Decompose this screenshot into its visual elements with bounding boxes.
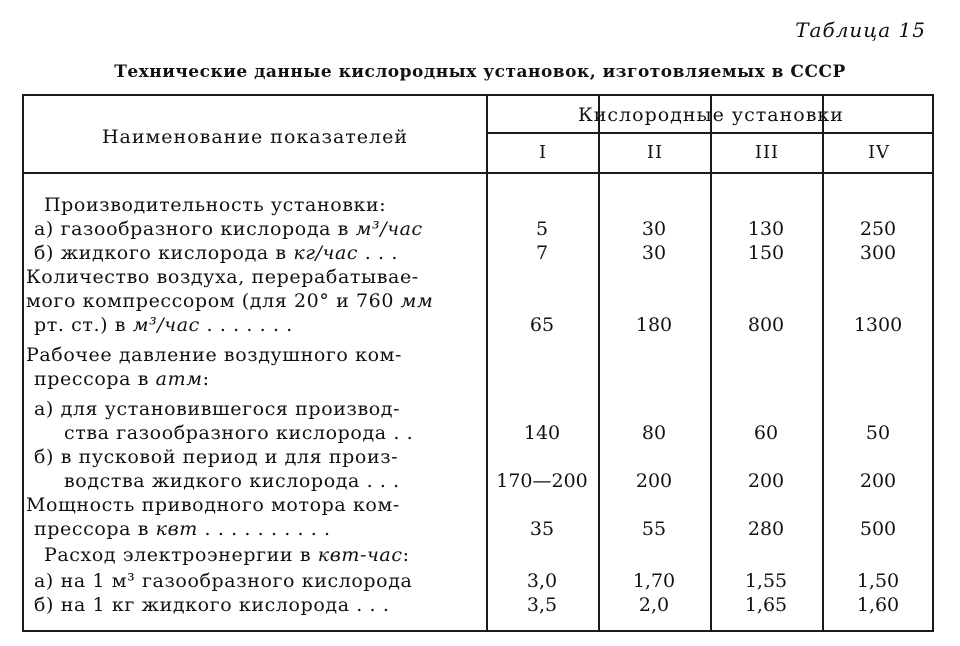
- table-cell: 250: [859, 218, 897, 240]
- row-label-text: прессора в: [34, 368, 150, 390]
- column-header-4: IV: [867, 141, 891, 163]
- table-cell: 2,0: [638, 594, 670, 616]
- row-suffix: . . .: [359, 470, 400, 492]
- row-unit: м³/час: [348, 218, 423, 240]
- row-suffix: :: [402, 544, 410, 566]
- row-label: [24, 368, 496, 391]
- row-label: [24, 544, 506, 567]
- table-cell: 1,70: [632, 570, 676, 592]
- header-divider: [24, 172, 932, 174]
- table-cell: 55: [641, 518, 667, 540]
- row-label-text: а) для установившегося производ-: [34, 398, 401, 420]
- table-cell: 800: [747, 314, 785, 336]
- table-cell: 1300: [853, 314, 903, 336]
- table-cell: 180: [635, 314, 673, 336]
- table-cell: 3,0: [526, 570, 558, 592]
- row-suffix: . . . . . . . . . .: [197, 518, 331, 540]
- row-unit: квт-час: [311, 544, 403, 566]
- row-label-text: прессора в: [34, 518, 150, 540]
- row-label: [24, 470, 526, 493]
- table-cell: 280: [747, 518, 785, 540]
- row-label: [24, 594, 496, 617]
- row-suffix: . .: [386, 422, 414, 444]
- row-label: [24, 344, 488, 367]
- table-cell: 1,55: [744, 570, 788, 592]
- table-cell: 30: [641, 242, 667, 264]
- row-label-text: Рабочее давление воздушного ком-: [26, 344, 403, 366]
- table-cell: 1,60: [856, 594, 900, 616]
- row-label-text: б) жидкого кислорода в: [34, 242, 287, 264]
- column-header-1: I: [538, 141, 548, 163]
- table-caption: Технические данные кислородных установок, изготовляемых в СССР: [114, 62, 846, 82]
- column-header-3: III: [754, 141, 780, 163]
- column-divider: [822, 96, 824, 630]
- row-label: [24, 494, 488, 517]
- row-unit: кг/час: [286, 242, 359, 264]
- table-cell: 1,50: [856, 570, 900, 592]
- row-unit: мм: [394, 290, 434, 312]
- table-cell: 30: [641, 218, 667, 240]
- row-suffix: . . .: [349, 594, 390, 616]
- row-label: [24, 398, 496, 421]
- row-label: [24, 446, 496, 469]
- row-unit: квт: [149, 518, 198, 540]
- row-label-text: мого компрессором (для 20° и 760: [26, 290, 395, 312]
- table-cell: 3,5: [526, 594, 558, 616]
- row-label-text: рт. ст.) в: [34, 314, 127, 336]
- table-cell: 1,65: [744, 594, 788, 616]
- row-label: [24, 314, 496, 337]
- row-suffix: :: [202, 368, 210, 390]
- row-label-text: б) на 1 кг жидкого кислорода: [34, 594, 350, 616]
- table-cell: 5: [535, 218, 549, 240]
- column-divider: [710, 96, 712, 630]
- column-header-2: II: [646, 141, 664, 163]
- row-suffix: . . .: [358, 242, 398, 264]
- table-cell: 80: [641, 422, 667, 444]
- table-cell: 200: [635, 470, 673, 492]
- table-cell: 500: [859, 518, 897, 540]
- table-cell: 150: [747, 242, 785, 264]
- row-unit: м³/час: [126, 314, 200, 336]
- installations-group-header: Кислородные установки: [578, 104, 844, 126]
- table-cell: 35: [529, 518, 555, 540]
- table-cell: 60: [753, 422, 779, 444]
- row-label: [24, 194, 506, 217]
- row-label: [24, 422, 526, 445]
- row-suffix: . . . . . . .: [199, 314, 293, 336]
- data-table: [22, 94, 934, 632]
- row-label: [24, 570, 496, 593]
- row-label-text: а) на 1 м³ газообразного кислорода: [34, 570, 413, 592]
- row-label-text: ства газообразного кислорода: [64, 422, 387, 444]
- table-cell: 130: [747, 218, 785, 240]
- row-label-text: водства жидкого кислорода: [64, 470, 360, 492]
- table-cell: 140: [523, 422, 561, 444]
- row-label-text: Расход электроэнергии в: [44, 544, 312, 566]
- row-label-text: б) в пусковой период и для произ-: [34, 446, 399, 468]
- table-cell: 50: [865, 422, 891, 444]
- row-label-text: а) газообразного кислорода в: [34, 218, 349, 240]
- names-column-header: Наименование показателей: [101, 126, 409, 148]
- column-divider: [598, 96, 600, 630]
- row-label: [24, 266, 488, 289]
- table-cell: 7: [535, 242, 549, 264]
- table-cell: 300: [859, 242, 897, 264]
- table-cell: 170—200: [496, 470, 588, 492]
- table-cell: 65: [529, 314, 555, 336]
- row-label: [24, 518, 496, 541]
- table-cell: 200: [859, 470, 897, 492]
- row-label: [24, 290, 488, 313]
- row-label-text: Мощность приводного мотора ком-: [26, 494, 400, 516]
- row-label: [24, 218, 496, 241]
- row-label: [24, 242, 496, 265]
- row-label-text: Количество воздуха, перерабатывае-: [26, 266, 419, 288]
- row-unit: атм: [149, 368, 203, 390]
- table-cell: 200: [747, 470, 785, 492]
- row-label-text: Производительность установки:: [44, 194, 387, 216]
- table-number: Таблица 15: [795, 18, 926, 42]
